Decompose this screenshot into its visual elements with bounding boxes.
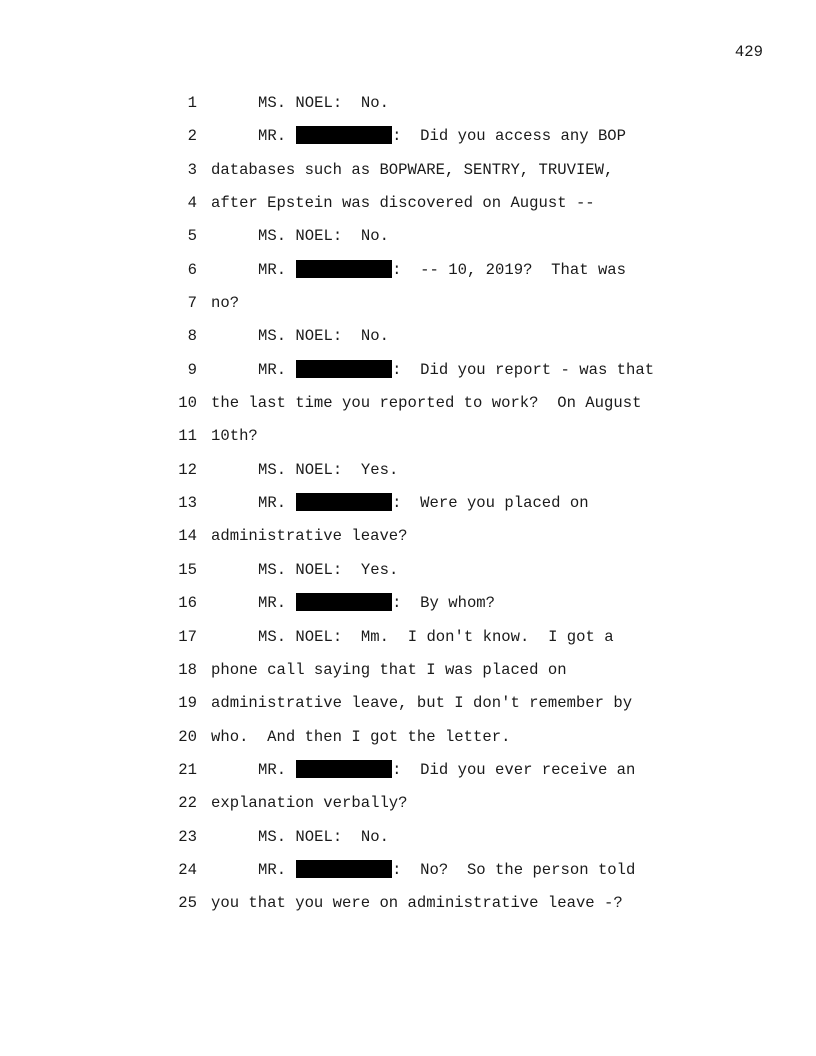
line-text xyxy=(211,326,389,346)
redaction-box xyxy=(296,493,392,511)
line-number: 25 xyxy=(178,894,197,913)
line-segment: : No? So the person told xyxy=(392,860,636,879)
line-number: 1 xyxy=(187,94,197,112)
line-number: 16 xyxy=(178,594,197,613)
line-number: 8 xyxy=(187,327,197,346)
transcript-line xyxy=(0,360,816,393)
transcript-line xyxy=(0,727,816,760)
line-text xyxy=(211,593,495,613)
line-segment: 10th? xyxy=(211,427,258,446)
line-segment: MS. NOEL: No. xyxy=(258,227,390,246)
transcript-line xyxy=(0,660,816,693)
transcript-line xyxy=(0,860,816,893)
redaction-box xyxy=(296,126,392,144)
line-text xyxy=(211,627,614,647)
line-number: 18 xyxy=(178,660,197,679)
line-segment: phone call saying that I was placed on xyxy=(211,660,567,679)
line-number: 10 xyxy=(178,394,197,413)
transcript-line xyxy=(0,393,816,426)
transcript-line xyxy=(0,593,816,626)
line-text xyxy=(211,793,408,813)
line-number: 12 xyxy=(178,460,197,479)
line-segment: MS. NOEL: No. xyxy=(258,827,390,846)
line-text xyxy=(211,693,632,713)
line-number: 11 xyxy=(178,427,197,446)
transcript-line xyxy=(0,260,816,293)
line-text xyxy=(211,660,567,680)
transcript-line xyxy=(0,760,816,793)
page-number: 429 xyxy=(734,43,763,61)
line-text xyxy=(211,260,626,280)
redaction-box xyxy=(296,260,392,278)
transcript-line xyxy=(0,326,816,359)
line-number: 23 xyxy=(178,827,197,846)
line-segment: MS. NOEL: No. xyxy=(258,327,390,346)
line-text xyxy=(211,426,258,446)
line-segment: explanation verbally? xyxy=(211,794,408,813)
transcript-line xyxy=(0,460,816,493)
line-number: 9 xyxy=(187,360,197,379)
transcript-line xyxy=(0,193,816,226)
transcript-line xyxy=(0,627,816,660)
line-number: 22 xyxy=(178,794,197,813)
line-segment: administrative leave? xyxy=(211,527,408,546)
transcript-line xyxy=(0,226,816,259)
line-segment: MR. xyxy=(258,594,287,613)
transcript-line xyxy=(0,93,816,126)
line-text xyxy=(211,893,623,913)
transcript-line xyxy=(0,893,816,926)
line-text xyxy=(211,293,239,313)
line-text xyxy=(211,493,589,513)
transcript-line xyxy=(0,293,816,326)
line-text xyxy=(211,760,635,780)
line-segment: you that you were on administrative leave -? xyxy=(211,894,623,913)
line-segment: MS. NOEL: Yes. xyxy=(258,560,399,579)
line-number: 15 xyxy=(178,560,197,579)
line-number: 6 xyxy=(187,260,197,279)
line-number: 7 xyxy=(187,294,197,313)
line-segment: MR. xyxy=(258,360,287,379)
line-segment: MR. xyxy=(258,860,287,879)
line-segment: administrative leave, but I don't remember by xyxy=(211,694,633,713)
line-segment: MR. xyxy=(258,494,287,513)
line-text xyxy=(211,93,389,113)
line-number: 14 xyxy=(178,527,197,546)
line-segment: : -- 10, 2019? That was xyxy=(392,260,627,279)
transcript-line xyxy=(0,493,816,526)
line-segment: after Epstein was discovered on August -- xyxy=(211,194,595,213)
line-segment: : Did you report - was that xyxy=(392,360,655,379)
line-number: 5 xyxy=(187,227,197,246)
line-text xyxy=(211,393,641,413)
line-segment: the last time you reported to work? On August xyxy=(211,394,642,413)
transcript-line xyxy=(0,526,816,559)
line-text xyxy=(211,827,389,847)
line-text xyxy=(211,193,595,213)
transcript-line xyxy=(0,426,816,459)
line-number: 21 xyxy=(178,760,197,779)
transcript-line xyxy=(0,793,816,826)
line-segment: : Were you placed on xyxy=(392,494,589,513)
transcript-line xyxy=(0,126,816,159)
line-number: 20 xyxy=(178,727,197,746)
redaction-box xyxy=(296,760,392,778)
line-text xyxy=(211,526,408,546)
transcript-line xyxy=(0,693,816,726)
line-text xyxy=(211,727,510,747)
line-segment: who. And then I got the letter. xyxy=(211,727,511,746)
line-number: 19 xyxy=(178,694,197,713)
line-text xyxy=(211,860,635,880)
line-number: 24 xyxy=(178,860,197,879)
transcript-line xyxy=(0,160,816,193)
line-text xyxy=(211,360,654,380)
line-segment: MS. NOEL: No. xyxy=(258,94,390,112)
line-text xyxy=(211,460,398,480)
line-number: 4 xyxy=(187,194,197,213)
line-segment: MS. NOEL: Mm. I don't know. I got a xyxy=(258,627,614,646)
line-number: 13 xyxy=(178,494,197,513)
line-segment: databases such as BOPWARE, SENTRY, TRUVIEW, xyxy=(211,160,614,179)
transcript-body xyxy=(0,93,816,927)
line-text xyxy=(211,126,626,146)
line-segment: MR. xyxy=(258,260,287,279)
redaction-box xyxy=(296,593,392,611)
line-segment: : Did you ever receive an xyxy=(392,760,636,779)
line-segment: : By whom? xyxy=(392,594,496,613)
line-number: 2 xyxy=(187,127,197,146)
line-number: 17 xyxy=(178,627,197,646)
line-segment: MR. xyxy=(258,127,287,146)
line-segment: MS. NOEL: Yes. xyxy=(258,460,399,479)
line-number: 3 xyxy=(187,160,197,179)
line-text xyxy=(211,160,613,180)
redaction-box xyxy=(296,360,392,378)
line-text xyxy=(211,226,389,246)
line-text xyxy=(211,560,398,580)
line-segment: no? xyxy=(211,294,240,313)
line-segment: : Did you access any BOP xyxy=(392,127,627,146)
redaction-box xyxy=(296,860,392,878)
line-segment: MR. xyxy=(258,760,287,779)
transcript-line xyxy=(0,560,816,593)
transcript-line xyxy=(0,827,816,860)
